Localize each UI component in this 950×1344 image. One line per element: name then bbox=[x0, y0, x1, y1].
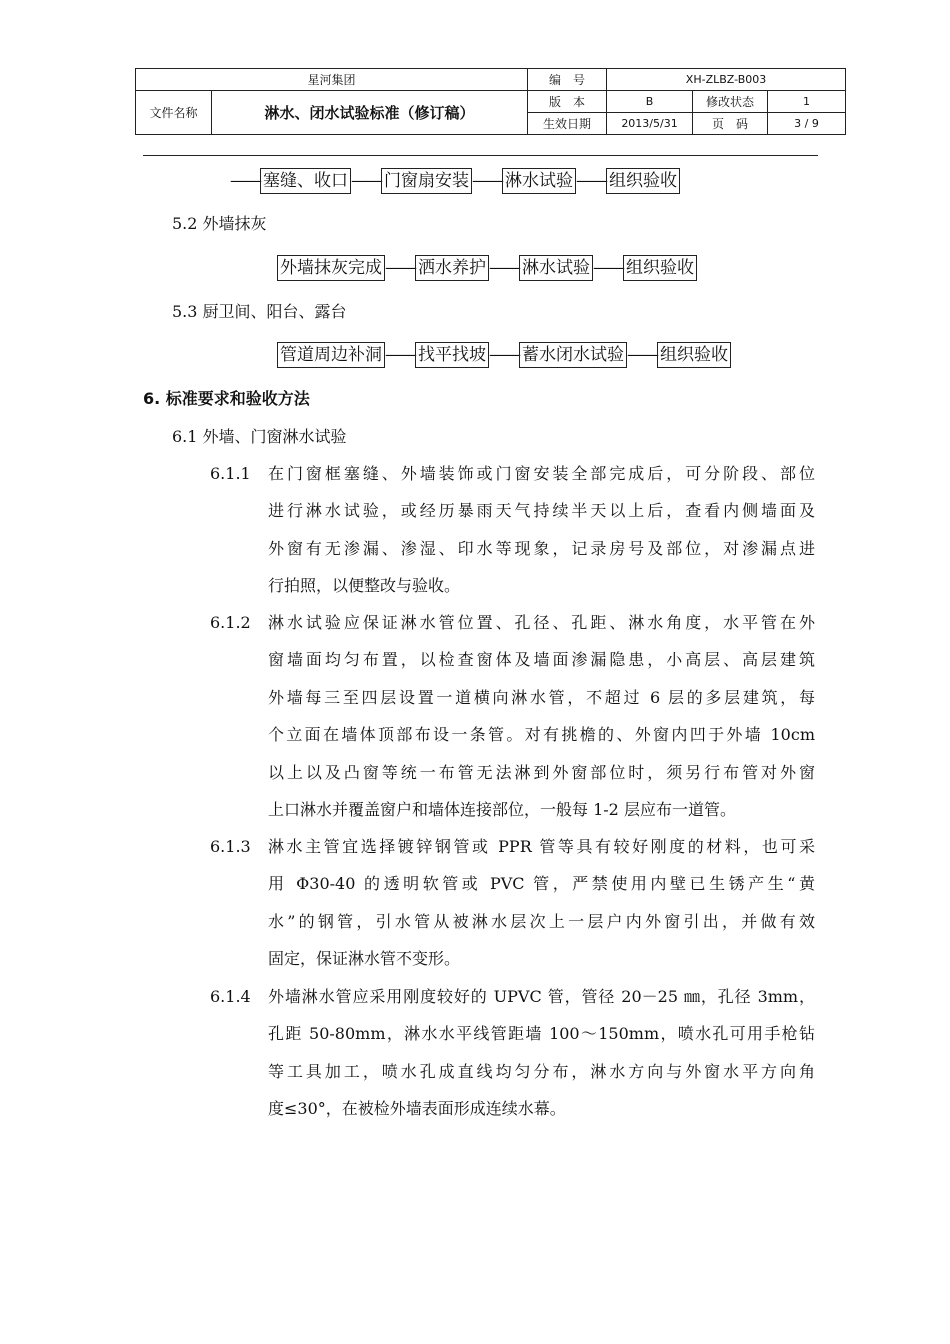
flow-connector: —— bbox=[576, 171, 606, 191]
flow-connector: —— bbox=[627, 345, 657, 365]
flow-connector: —— bbox=[472, 171, 502, 191]
clause-line: 外墙淋水管应采用刚度较好的 UPVC 管，管径 20－25 ㎜，孔径 3mm， bbox=[268, 987, 815, 1006]
clause-text bbox=[268, 604, 815, 828]
flow-step: 淋水试验 bbox=[519, 255, 593, 281]
clause-line: 孔距 50-80mm，淋水水平线管距墙 100～150mm，喷水孔可用手枪钻 bbox=[268, 1024, 815, 1044]
clause-line: 在门窗框塞缝、外墙装饰或门窗安装全部完成后，可分阶段、部位 bbox=[268, 464, 815, 483]
clause-line: 行拍照，以便整改与验收。 bbox=[268, 576, 461, 596]
clause-line: 等工具加工，喷水孔成直线均匀分布，淋水方向与外窗水平方向角 bbox=[268, 1061, 815, 1081]
flow-step: 塞缝、收口 bbox=[260, 168, 351, 194]
flow-windows bbox=[230, 167, 680, 195]
clause-line: 固定，保证淋水管不变形。 bbox=[268, 949, 461, 969]
version-value: B bbox=[607, 91, 693, 113]
clause-line: 用 Φ30-40 的透明软管或 PVC 管，严禁使用内壁已生锈产生“黄 bbox=[268, 874, 815, 894]
flow-step: 外墙抹灰完成 bbox=[277, 255, 385, 281]
effective-date-value: 2013/5/31 bbox=[607, 113, 693, 135]
clause-number: 6.1.2 bbox=[210, 613, 251, 632]
clause-line: 窗墙面均匀布置，以检查窗体及墙面渗漏隐患，小高层、高层建筑 bbox=[268, 650, 815, 670]
flow-step: 组织验收 bbox=[606, 168, 680, 194]
flow-exterior-plaster bbox=[277, 254, 697, 282]
section-6-heading: 6. 标准要求和验收方法 bbox=[143, 389, 310, 408]
file-name-label: 文件名称 bbox=[136, 91, 212, 135]
flow-connector: —— bbox=[351, 171, 381, 191]
clause-line: 进行淋水试验，或经历暴雨天气持续半天以上后，查看内侧墙面及 bbox=[268, 501, 815, 521]
code-label: 编 号 bbox=[528, 69, 607, 91]
document-title: 淋水、闭水试验标准（修订稿） bbox=[212, 91, 528, 135]
flow-connector: —— bbox=[593, 258, 623, 278]
clause-line: 淋水主管宜选择镀锌钢管或 PPR 管等具有较好刚度的材料，也可采 bbox=[268, 837, 815, 856]
flow-connector: —— bbox=[489, 258, 519, 278]
clause-line: 上口淋水并覆盖窗户和墙体连接部位，一般每 1-2 层应布一道管。 bbox=[268, 800, 736, 820]
flow-step: 找平找坡 bbox=[415, 342, 489, 368]
clause-line: 以上以及凸窗等统一布管无法淋到外窗部位时，须另行布管对外窗 bbox=[268, 762, 815, 782]
clause-line: 度≤30°，在被检外墙表面形成连续水幕。 bbox=[268, 1099, 566, 1119]
flow-step: 洒水养护 bbox=[415, 255, 489, 281]
clause-number: 6.1.4 bbox=[210, 987, 251, 1006]
flow-connector: —— bbox=[385, 258, 415, 278]
section-6-1-heading: 6.1 外墙、门窗淋水试验 bbox=[172, 427, 347, 446]
clause-6-1-4 bbox=[210, 978, 815, 1128]
code-value: XH-ZLBZ-B003 bbox=[607, 69, 846, 91]
clause-6-1-1 bbox=[210, 455, 815, 605]
clause-text bbox=[268, 978, 815, 1128]
revision-status-value: 1 bbox=[768, 91, 846, 113]
section-5-3-heading: 5.3 厨卫间、阳台、露台 bbox=[172, 302, 347, 321]
clause-text bbox=[268, 455, 815, 605]
document-header-table bbox=[135, 68, 846, 135]
effective-date-label: 生效日期 bbox=[528, 113, 607, 135]
flow-connector: —— bbox=[489, 345, 519, 365]
clause-line: 外墙每三至四层设置一道横向淋水管，不超过 6 层的多层建筑，每 bbox=[268, 687, 815, 707]
flow-step: 管道周边补洞 bbox=[277, 342, 385, 368]
clause-line: 个立面在墙体顶部布设一条管。对有挑檐的、外窗内凹于外墙 10cm bbox=[268, 725, 815, 745]
clause-6-1-3 bbox=[210, 828, 815, 978]
flow-kitchen-bath bbox=[277, 341, 731, 369]
flow-step: 门窗扇安装 bbox=[381, 168, 472, 194]
clause-6-1-2 bbox=[210, 604, 815, 828]
clause-text bbox=[268, 828, 815, 978]
page-label: 页 码 bbox=[693, 113, 768, 135]
revision-status-label: 修改状态 bbox=[693, 91, 768, 113]
flow-step: 蓄水闭水试验 bbox=[519, 342, 627, 368]
clause-number: 6.1.3 bbox=[210, 837, 251, 856]
flow-step: 组织验收 bbox=[657, 342, 731, 368]
flow-step: 淋水试验 bbox=[502, 168, 576, 194]
clause-line: 水”的钢管，引水管从被淋水层次上一层户内外窗引出，并做有效 bbox=[268, 911, 815, 931]
version-label: 版 本 bbox=[528, 91, 607, 113]
header-divider bbox=[143, 155, 818, 156]
flow-connector: —— bbox=[385, 345, 415, 365]
page-value: 3 / 9 bbox=[768, 113, 846, 135]
clause-line: 淋水试验应保证淋水管位置、孔径、孔距、淋水角度，水平管在外 bbox=[268, 613, 815, 632]
company-name: 星河集团 bbox=[136, 69, 528, 91]
clause-number: 6.1.1 bbox=[210, 464, 251, 483]
section-5-2-heading: 5.2 外墙抹灰 bbox=[172, 214, 267, 233]
flow-connector: —— bbox=[230, 171, 260, 191]
clause-line: 外窗有无渗漏、渗湿、印水等现象，记录房号及部位，对渗漏点进 bbox=[268, 538, 815, 558]
flow-step: 组织验收 bbox=[623, 255, 697, 281]
